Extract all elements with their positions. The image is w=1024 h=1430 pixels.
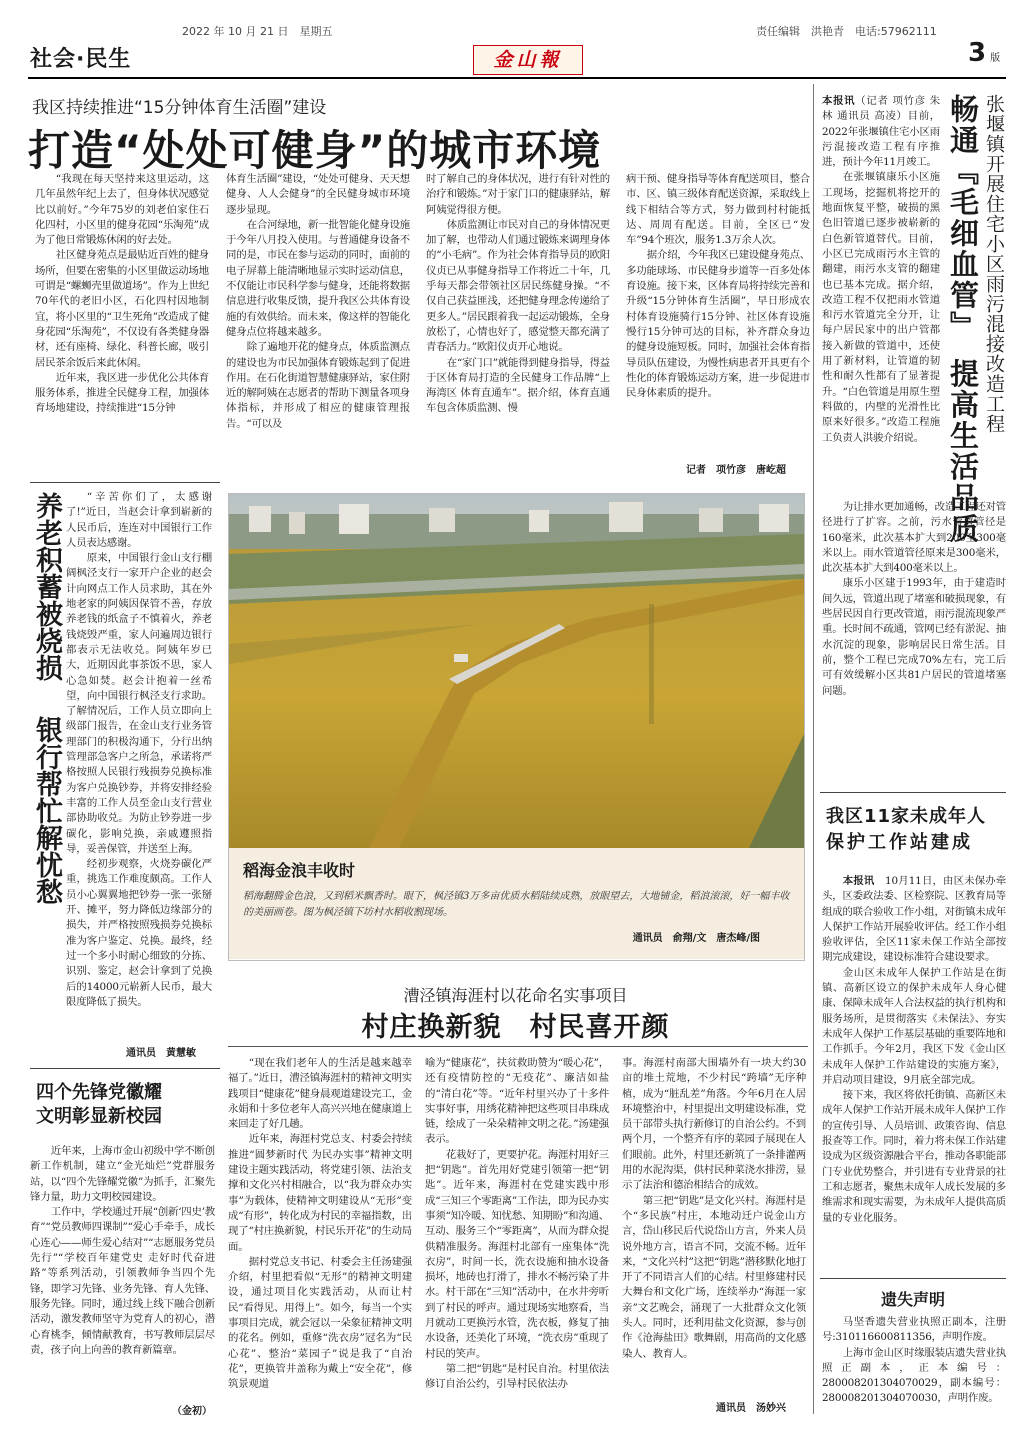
a2-headline-1: 养老积蓄被烧损	[31, 492, 62, 681]
a1-col4	[626, 172, 810, 460]
divider-a6	[820, 792, 1006, 793]
lead-text: （记者 项竹彦 朱林 通讯员 高凌）目前，2022年张堰镇住宅小区雨污混接改造工程有序推进，预计今年11月竣工。	[822, 95, 940, 169]
a5-vertical-rule	[813, 84, 814, 1414]
photo-caption-text: 稻海翻腾金色浪，又到稻米飘香时。眼下，枫泾镇3万多亩优质水稻陆续成熟，放眼望去，大地铺金，稻浪滚滚，好一幅丰收的美丽画卷。图为枫泾镇下坊村水稻收割现场。	[243, 891, 790, 918]
page-number-value: 3	[968, 38, 987, 68]
paragraph: 近年来，上海市金山初级中学不断创新工作机制，建立“金光灿烂”党群服务站，以“四个先锋耀党徽”为抓手，汇聚先锋力量，助力文明校园建设。	[30, 1145, 215, 1203]
a4-rule	[228, 1046, 808, 1047]
header-editor: 责任编辑 洪艳青 电话:57962111	[756, 25, 937, 38]
paragraph: 为让排水更加通畅，改造工程还对管径进行了扩容。之前，污水管道管径是160毫米，此次基本扩大到200至300毫米以上。雨水管道管径原来是300毫米，此次基本扩大到400毫米以上。	[822, 501, 1006, 575]
paragraph: 上海市金山区时缘服装店遗失营业执照正副本，正本编号：280008201304070029，副本编号：280008201304070030，声明作废。	[822, 1346, 1006, 1405]
divider-a7	[820, 1278, 1006, 1279]
lead-tag: 本报讯	[842, 875, 875, 887]
a6-lead	[822, 874, 1006, 966]
a1-col2	[226, 172, 410, 477]
paragraph: “辛苦你们了，太感谢了!”近日，当赵会计拿到崭新的人民币后，连连对中国银行工作人员表达感谢。	[66, 491, 212, 549]
paragraph: 第二把“钥匙”是村民自治。村里依法修订自治公约，引导村民依法办	[425, 1362, 609, 1391]
paragraph: 经初步观察，火烧券碳化严重，挑选工作难度颇高。工作人员小心翼翼地把钞券一张一张掰开、摊平，努力降低边缘部分的损失，并严格按照残损券兑换标准为客户鉴定、兑换。最终，经过一个多小时耐心细致的分拣、识别、鉴定，赵会计拿到了兑换后的14000元崭新人民币，最大限度降低了损失。	[66, 858, 212, 1008]
a2-headline-2: 银行帮忙解忧愁	[31, 716, 62, 905]
a7-headline: 遗失声明	[880, 1290, 945, 1309]
a3-headline-1: 四个先锋党徽耀	[36, 1082, 162, 1103]
photo-caption-title: 稻海金浪丰收时	[243, 861, 356, 880]
paragraph: 体育生活圈”建设，“处处可健身、天天想健身、人人会健身”的全民健身城市环境逐步显现。	[226, 173, 410, 216]
a5-kicker: 张堰镇开展住宅小区雨污混接改造工程	[983, 94, 1005, 434]
paragraph: 在张堰镇康乐小区施工现场，挖掘机将挖开的地面恢复平整，破损的黑色旧管道已逐步被崭新的白色新管道替代。目前，小区已完成雨污水主管的翻建，雨污水支管的翻建也已基本完成。据介绍，改造工程不仅把雨水管道和污水管道完全分开，让每户居民家中的出户管都接入新做的管道中，还使用了新材料，让管道的韧性和耐久性都有了显著提升。“白色管道是用原生塑料做的，内壁的光滑性比原来好很多。”改造工程施工负责人洪骏介绍说。	[822, 171, 940, 444]
a2-body	[66, 490, 212, 1032]
paragraph: “现在我们老年人的生活是越来越幸福了。”近日，漕泾镇海涯村的精神文明实践项目“健康花”健身晨观道建设完工，金永娟和十多位老年人高兴兴地在健康道上来回走了好几趟。	[228, 1057, 412, 1131]
paragraph: 花栽好了，更要护花。海涯村用好三把“钥匙”。首先用好党建引领第一把“钥匙”。近年来，海涯村在党建实践中形成“三知三个零距离”工作法，即为民办实事须“知冷暖、知忧愁、知期盼”和沟通、互动、服务三个“零距离”，从而为群众提供精准服务。海涯村北部有一座集体“洗衣房”，时间一长，洗衣设施和抽水设备损坏，地砖也打滑了，排水不畅污染了井水。村干部在“三知”活动中，在水井旁听到了村民的呼声。通过现场实地察看，当月就动工更换污水管，洗衣板，修复了抽水设备，还美化了环境，“洗衣房”重现了村民的笑声。	[425, 1148, 609, 1360]
a3-byline: （金初）	[172, 1406, 212, 1417]
a5-headline-main: 畅通『毛细血管』 提高生活品质	[946, 94, 980, 545]
a3-headline-2: 文明彰显新校园	[36, 1106, 162, 1127]
paragraph: 社区健身苑点是最贴近百姓的健身场所，但要在密集的小区里做运动场地可谓是“螺蛳壳里做道场”。作为上世纪70年代的老旧小区，石化四村因地制宜，将小区里的“卫生死角”改造成了健身花园“乐淘苑”，不仅设有各类健身器材，还有座椅、绿化、科普长廊，吸引居民茶余饭后来此休闲。	[35, 249, 209, 369]
a2-byline: 通讯员 黄慧敏	[126, 1048, 196, 1059]
paragraph: 在合河绿地，新一批智能化健身设施于今年八月投入使用。与普通健身设备不同的是，市民在参与运动的同时，面前的电子屏幕上能清晰地显示实时运动信息，不仅能让市民科学参与健身，还能将数据信息进行收集反馈，提升我区公共体育设施的有效供给。而未来，像这样的智能化健身点位将越来越多。	[226, 218, 410, 338]
newspaper-logo	[473, 45, 583, 75]
paragraph: 据村党总支书记、村委会主任汤建强介绍，村里把看似“无形”的精神文明建设，通过项目化实践活动，从而让村民“看得见、用得上”。如今，每当一个实事项目完成，就会冠以一朵象征精神文明的花名。例如，重修“洗衣房”冠名为“民心花”、整治“菜园子”说是我了“自治花”，更换管井盖称为戴上“安全花”，修筑景观道	[228, 1255, 412, 1391]
section-title: 社会·民生	[30, 47, 132, 72]
page-number	[968, 38, 1000, 68]
a1-kicker: 我区持续推进“15分钟体育生活圈”建设	[32, 98, 327, 118]
paragraph: 康乐小区建于1993年，由于建造时间久远，管道出现了堵塞和破损现象，有些居民因自行更改管道，雨污混流现象严重。长时间不疏通，管网已经有淤泥、抽水沉淀的现象，影响居民日常生活。目前，整个工程已完成70%左右，完工后可有效缓解小区共81户居民的管道堵塞问题。	[822, 577, 1006, 697]
a4-headline: 村庄换新貌 村民喜开颜	[361, 1012, 670, 1043]
paragraph: 原来，中国银行金山支行棚阔枫泾支行一家开户企业的赵会计向网点工作人员求助，其在外地老家的阿姨因保管不善，存放养老钱的纸盒子不慎着火，养老钱烧毁严重，家人问遍周边银行都表示无法收兑。阿姨年岁已大，近期因此事茶饭不思，家人心急如焚。赵会计抱着一丝希望，向中国银行枫泾支行求助。了解情况后，工作人员立即向上级部门报告，在金山支行业务管理部门的积极沟通下，分行出纳管理部急客户之所急，承诺将严格按照人民银行残损券兑换标准为客户兑换钞券，并将安排经验丰富的工作人员至金山支行营业部协助收兑。为防止钞券进一步碳化，影响兑换，亲戚遵照指导，妥善保管，并送至上海。	[66, 552, 212, 855]
a1-col3	[426, 172, 610, 477]
paragraph: 时了解自己的身体状况，进行有针对性的治疗和锻炼。”对于家门口的健康驿站，解阿姨觉得很方便。	[426, 173, 610, 216]
a4-col2	[425, 1056, 609, 1412]
a6-headline-2: 保护工作站建成	[826, 832, 973, 853]
harvest-photo	[229, 494, 804, 848]
paragraph: 喻为“健康花”，扶贫救助赞为“暖心花”，还有疫情防控的“无疫花”、廉洁如盐的“清白花”等。“近年村里兴办了十多件实事好事，用绣花精神把这些项目串珠成链，绘成了一朵朵精神文明之花。”汤建强表示。	[425, 1057, 609, 1146]
logo-text: 金山報	[493, 49, 563, 71]
a4-kicker: 漕泾镇海涯村以花命名实事项目	[403, 986, 628, 1005]
a4-col1	[228, 1056, 412, 1412]
a3-body	[30, 1144, 215, 1402]
paragraph: 近年来，我区进一步优化公共体育服务体系，推进全民健身工程，加强体育场地建设，持续推进“15分钟	[35, 371, 209, 415]
paragraph: 据介绍，今年我区已建设健身苑点、多功能球场、市民健身步道等一百多处体育设施。接下来，区体育局将持续完善和升级“15分钟体育生活圈”，早日形成农村体育设施骑行15分钟、社区体育设施慢行15分钟可达的目标，补齐群众身边的健身设施短板。同时，加强社会体育指导员队伍建设，为慢性病患者开具更有个性化的体育锻炼运动方案，进一步促进市民身体素质的提升。	[626, 249, 810, 400]
paragraph: 病干预、健身指导等体育配送项目，整合市、区、镇三级体育配送资源，采取线上线下相结合等方式，努力做到村村能抵达、周周有配送。目前，全区已“发车”94个班次，服务1.3万余人次。	[626, 173, 810, 247]
paragraph: 工作中，学校通过开展“创新‘四史’教育”“党员教师四课制”“爱心手牵手，成长心连心——师生爱心结对”“志愿服务党员先行”“学校百年建党史 走好时代奋进路”等系列活动，引领教师争当四个先锋，即学习先锋、业务先锋、育人先锋、服务先锋。同时，通过线上线下融合创新活动，激发教师坚守为党育人的初心，潜心育桃李，倾情献教育，书写教师层层尽责，孩子向上向善的教育新篇章。	[30, 1206, 215, 1356]
a7-body	[822, 1315, 1006, 1415]
page-unit: 版	[990, 53, 1001, 64]
paragraph: 接下来，我区将依托街镇、高新区未成年人保护工作站开展未成年人保护工作的宣传引导、人员培训、政策咨询、信息报查等工作。同时，着力将未保工作站建设成为区级资源融合平台，推动各职能部门专业优势整合，并引进有专业背景的社工和志愿者，聚焦未成年人成长发展的多维需求和现实需要，为未成年人提供高质量的专业化服务。	[822, 1089, 1006, 1224]
paragraph: 事。海涯村南部大围墙外有一块大约30亩的堆土荒地，不少村民“跨墙”无序种植，成为“脏乱差”角落。今年6月在人居环境整治中，村里提出文明建设标准，党员干部带头执行新修订的自治公约。不到两个月，一个整齐有序的菜园子展现在人们眼前。此外，村里还新筑了一条排灌两用的水泥沟渠，供村民种菜浇水排涝，显示了法治和德治相结合的成效。	[622, 1057, 806, 1192]
paragraph: 金山区未成年人保护工作站是在街镇、高新区设立的保护未成年人身心健康、保障未成年人合法权益的执行机构和服务场所，是贯彻落实《未保法》、夯实未成年人保护工作基层基础的重要阵地和工作抓手。今年2月，我区下发《金山区未成年人保护工作站建设的实施方案》，并启动项目建设，9月底全部完成。	[822, 966, 1006, 1086]
a5-body-bottom	[822, 500, 1006, 792]
photo-caption-panel	[229, 848, 804, 959]
photo-box	[228, 493, 805, 961]
paragraph: 体质监测让市民对自己的身体情况更加了解，也带动人们通过锻炼来调理身体的“小毛病”。作为社会体育指导员的欧阳仪贞已从事健身指导工作将近二十年，几乎每天都会带领社区居民练健身操。“不仅自己获益匪浅，还把健身理念传递给了更多人。”居民跟着我一起运动锻炼，全身放松了，心情也好了，感觉整天都充满了青春活力。”欧阳仪贞开心地说。	[426, 218, 610, 354]
lead-text: 10月11日，由区未保办牵头，区委政法委、区检察院、区教育局等组成的联合验收工作小组，对街镇未成年人保护工作站开展验收评估。经工作小组验收评估，全区11家未保工作站全部按期完成建设，建设标准符合建设要求。	[822, 875, 1006, 964]
paragraph: 马坚香遗失营业执照正副本，注册号:310116600811356，声明作废。	[822, 1316, 1006, 1344]
paragraph: 近年来，海涯村党总支、村委会持续推进“圆梦新时代 为民办实事”精神文明建设主题实践活动，将党建引领、法治支撑和文化兴村相融合，以“我为群众办实事”为载体，使精神文明建设从“无形”变成“有形”，转化成为村民的幸福指数，出现了“村庄换新貌，村民乐开花”的生动局面。	[228, 1133, 412, 1253]
paragraph: 第三把“钥匙”是文化兴村。海涯村是个“多民族”村庄，本地动迁户说金山方言，岱山移民后代说岱山方言，外来人员说外地方言，语言不同，交流不畅。近年来，“文化兴村”这把“钥匙”潜移默化地打开了不同语言人们的心结。村里修建村民大舞台和文化广场，连续举办“海涯一家亲”文艺晚会，涌现了一大批群众文化领头人。同时，还利用盐文化资源，参与创作《沧海盐田》歌舞剧，用高尚的文化感染人、教育人。	[622, 1194, 806, 1360]
header-rule	[28, 77, 1006, 79]
divider-a3	[30, 1068, 220, 1069]
a1-byline: 记者 项竹彦 唐屹超	[686, 465, 786, 476]
divider-a2	[30, 482, 220, 483]
lead-tag: 本报讯	[822, 95, 856, 107]
a1-col1	[35, 172, 209, 477]
a6-body	[822, 874, 1006, 1272]
paragraph: 在“家门口”就能得到健身指导，得益于区体育局打造的全民健身工作品牌“上海湾区 体育直通车”。据介绍，体育直通车包含体质监测、慢	[426, 356, 610, 415]
a1-headline: 打造“处处可健身”的城市环境	[28, 126, 602, 175]
a6-headline-1: 我区11家未成年人	[826, 806, 987, 827]
paragraph: “我现在每天坚持来这里运动，这几年虽然年纪上去了，但身体状况感觉比以前好。”今年75岁的刘老伯家住石化四村，小区里的健身花园“乐淘苑”成为了他日常锻炼休闲的好去处。	[35, 173, 209, 247]
a4-byline: 通讯员 汤妙兴	[716, 1403, 786, 1414]
header-date: 2022 年 10 月 21 日 星期五	[182, 25, 333, 38]
a4-col3	[622, 1056, 806, 1398]
a5-body-top	[822, 94, 940, 499]
a5-lead	[822, 94, 940, 170]
photo-credit: 通讯员 俞翔/文 唐杰峰/图	[632, 933, 760, 944]
paragraph: 除了遍地开花的健身点，体质监测点的建设也为市民加强体育锻炼起到了促进作用。在石化街道智慧健康驿站，家住附近的解阿姨在志愿者的帮助下测量各项身体指标，并形成了相应的健康管理报告。“可以及	[226, 341, 410, 430]
